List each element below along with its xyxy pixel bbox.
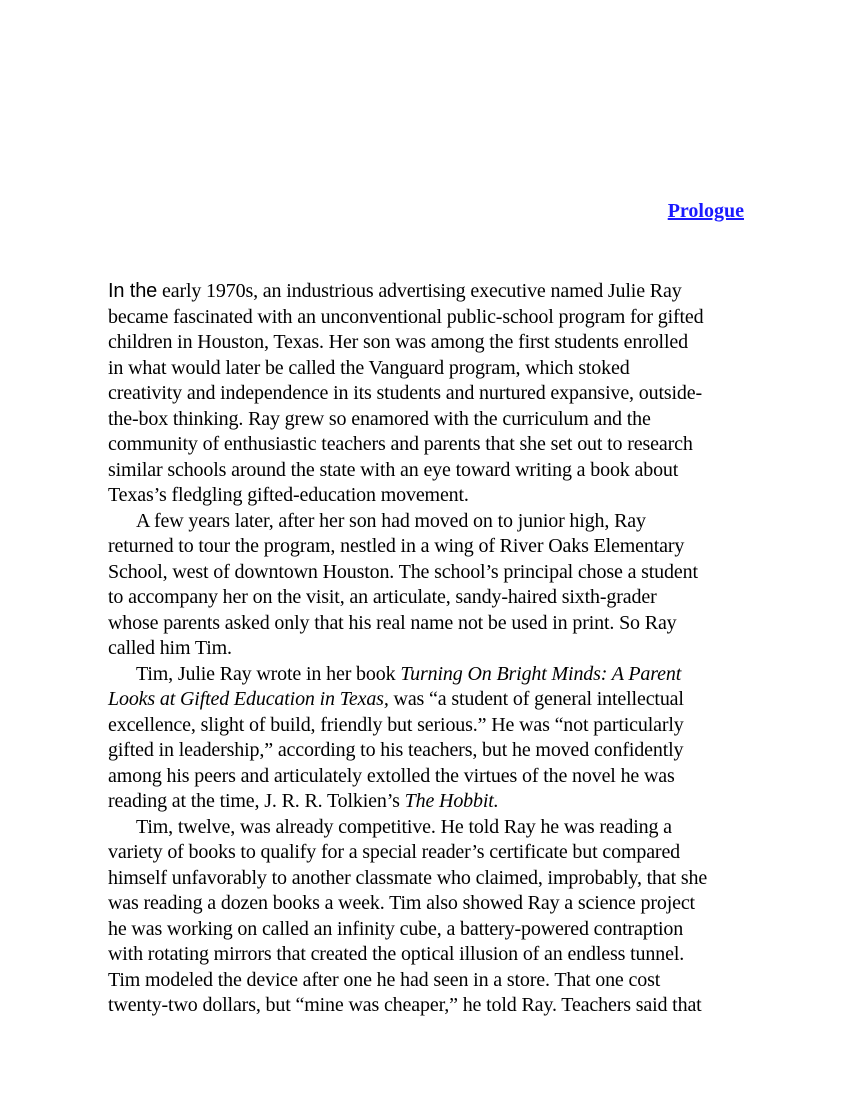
paragraph-4-line: variety of books to qualify for a special reader’s certificate but compared: [108, 841, 681, 863]
paragraph-3-line: Looks at Gifted Education in Texas, was “a student of general intellectual: [108, 688, 684, 710]
paragraph-2-line: returned to tour the program, nestled in a wing of River Oaks Elementary: [108, 535, 685, 557]
paragraph-1-line: community of enthusiastic teachers and parents that she set out to research: [108, 433, 693, 455]
paragraph-2-line: School, west of downtown Houston. The school’s principal chose a student: [108, 560, 698, 583]
paragraph-4-line: was reading a dozen books a week. Tim also showed Ray a science project: [108, 892, 695, 914]
paragraph-4-line: Tim, twelve, was already competitive. He told Ray he was reading a: [136, 815, 672, 838]
paragraph-1-line: became fascinated with an unconventional public-school program for gifted: [108, 305, 704, 328]
book-title: Turning On Bright Minds: A Parent: [400, 662, 682, 685]
paragraph-4-line: Tim modeled the device after one he had seen in a store. That one cost: [108, 968, 661, 991]
paragraph-3-line: among his peers and articulately extolled the virtues of the novel he was: [108, 764, 675, 787]
paragraph-2-line: called him Tim.: [108, 637, 232, 659]
prologue-heading-link[interactable]: Prologue: [667, 200, 744, 222]
paragraph-1-line: similar schools around the state with an eye toward writing a book about: [108, 458, 679, 481]
paragraph-2-line: A few years later, after her son had moved on to junior high, Ray: [136, 509, 646, 532]
paragraph-2-line: to accompany her on the visit, an articulate, sandy-haired sixth-grader: [108, 586, 657, 608]
paragraph-4-line: with rotating mirrors that created the optical illusion of an endless tunnel.: [108, 943, 685, 965]
novel-title: The Hobbit.: [404, 790, 499, 812]
paragraph-1-line: Texas’s fledgling gifted-education movement.: [108, 484, 469, 506]
body-text: [108, 279, 768, 1019]
paragraph-3-line: Tim, Julie Ray wrote in her book Turning On Bright Minds: A Parent: [136, 662, 682, 685]
paragraph-1-line: in what would later be called the Vanguard program, which stoked: [108, 356, 630, 379]
paragraph-1-line: the-box thinking. Ray grew so enamored with the curriculum and the: [108, 407, 651, 430]
paragraph-4-line: himself unfavorably to another classmate who claimed, improbably, that she: [108, 866, 708, 889]
paragraph-3-line: excellence, slight of build, friendly but serious.” He was “not particularly: [108, 713, 684, 736]
paragraph-1-line: In the early 1970s, an industrious advertising executive named Julie Ray: [108, 280, 682, 302]
paragraph-4-line: he was working on called an infinity cube, a battery-powered contraption: [108, 917, 684, 940]
paragraph-1-line: children in Houston, Texas. Her son was among the first students enrolled: [108, 331, 688, 353]
paragraph-3-line: reading at the time, J. R. R. Tolkien’s The Hobbit.: [108, 790, 499, 812]
paragraph-1-line: creativity and independence in its students and nurtured expansive, outside-: [108, 382, 702, 404]
paragraph-2-line: whose parents asked only that his real name not be used in print. So Ray: [108, 611, 677, 634]
book-title: Looks at Gifted Education in Texas,: [108, 688, 389, 710]
lead-in-text: In the: [108, 280, 158, 302]
paragraph-3-line: gifted in leadership,” according to his teachers, but he moved confidently: [108, 739, 684, 761]
paragraph-4-line: twenty-two dollars, but “mine was cheaper,” he told Ray. Teachers said that: [108, 994, 702, 1016]
